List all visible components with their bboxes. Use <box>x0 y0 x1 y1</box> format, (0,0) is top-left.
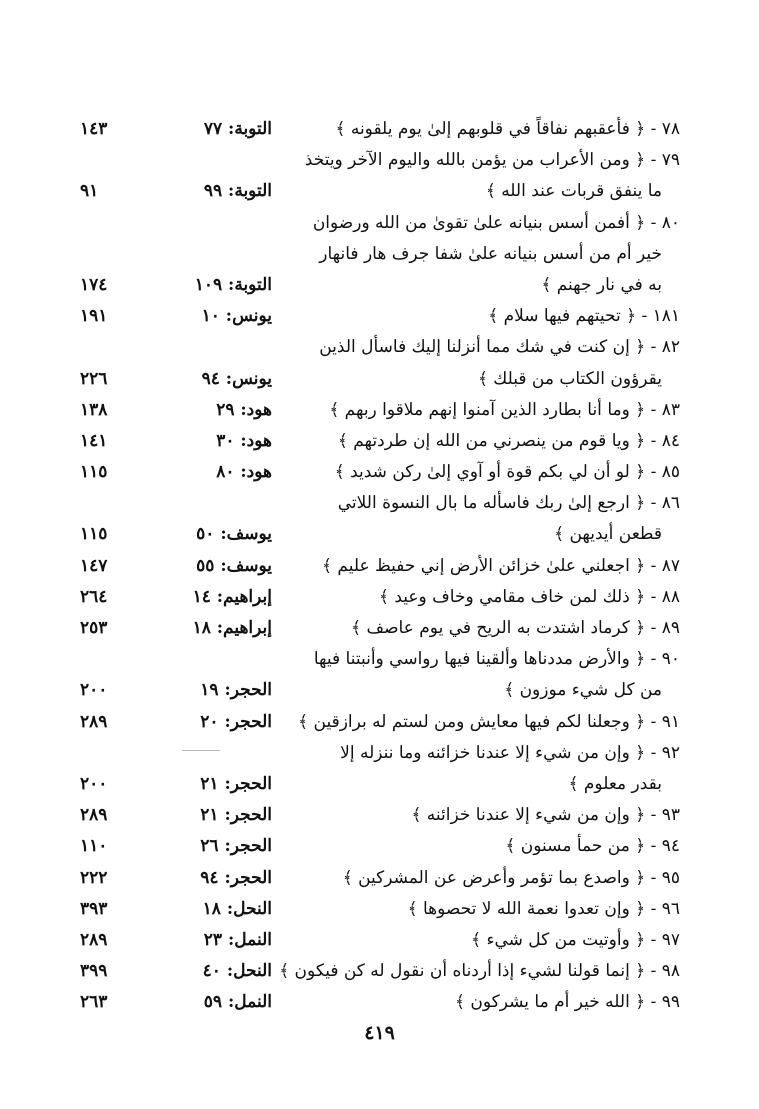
surah-reference: هود: ٨٠ <box>216 462 272 483</box>
index-row <box>80 613 680 644</box>
verse-text: ٨٦ - ﴿ ارجع إلىٰ ربك فاسأله ما بال النسوة اللاتي <box>337 493 680 514</box>
page-reference: ٢٨٩ <box>80 929 108 950</box>
surah-reference: الحجر: ٢٠ <box>200 711 272 732</box>
verse-text: بقدر معلوم ﴾ <box>568 773 662 794</box>
page-reference: ١١٥ <box>80 524 108 545</box>
page-reference: ٢٥٣ <box>80 618 108 638</box>
surah-reference: إبراهيم: ١٤ <box>192 586 272 607</box>
verse-text: ٩٣ - ﴿ وإن من شيء إلا عندنا خزائنه ﴾ <box>411 805 680 826</box>
surah-reference: يوسف: ٥٠ <box>196 524 272 545</box>
index-row <box>80 364 680 395</box>
page-reference: ٢٠٠ <box>80 680 108 701</box>
surah-reference: هود: ٣٠ <box>216 430 272 451</box>
page-reference: ٣٩٩ <box>80 961 108 982</box>
verse-text: ٨٥ - ﴿ لو أن لي بكم قوة أو آوي إلىٰ ركن شديد ﴾ <box>334 462 680 483</box>
verse-index-table <box>80 114 680 1018</box>
page-number: ٤١٩ <box>364 1022 395 1044</box>
page-reference: ٢٢٢ <box>80 867 108 888</box>
index-row <box>80 956 680 987</box>
verse-text: به في نار جهنم ﴾ <box>541 274 662 295</box>
verse-text: من كل شيء موزون ﴾ <box>504 680 662 701</box>
verse-text: ١٨١ - ﴿ تحيتهم فيها سلام ﴾ <box>488 306 680 327</box>
index-row <box>80 738 680 769</box>
verse-text: ٩٩ - ﴿ الله خير أم ما يشركون ﴾ <box>455 992 680 1013</box>
index-row <box>80 457 680 488</box>
page-reference: ١٤٧ <box>80 555 108 576</box>
page-reference: ١٣٨ <box>80 399 108 420</box>
verse-text: ٩٠ - ﴿ والأرض مددناها وألقينا فيها رواسي وأنبتنا فيها <box>313 649 680 670</box>
page-reference: ٢٠٠ <box>80 773 108 794</box>
verse-text: ٨٣ - ﴿ وما أنا بطارد الذين آمنوا إنهم ملاقوا ربهم ﴾ <box>329 399 680 420</box>
surah-reference: النحل: ١٨ <box>202 898 272 919</box>
surah-reference: النمل: ٥٩ <box>203 992 272 1013</box>
surah-reference: إبراهيم: ١٨ <box>192 618 272 638</box>
page-reference: ٢٢٦ <box>80 368 108 389</box>
index-row <box>80 519 680 550</box>
verse-text: ٩٨ - ﴿ إنما قولنا لشيء إذا أردناه أن نقول له كن فيكون ﴾ <box>279 961 680 982</box>
stray-mark <box>182 750 220 751</box>
surah-reference: الحجر: ٢١ <box>200 773 272 794</box>
verse-text: قطعن أيديهن ﴾ <box>554 524 662 545</box>
surah-reference: يونس: ٩٤ <box>201 368 272 389</box>
verse-text: ٩٧ - ﴿ وأوتيت من كل شيء ﴾ <box>471 929 680 950</box>
surah-reference: يونس: ١٠ <box>201 306 272 327</box>
index-row <box>80 395 680 426</box>
surah-reference: هود: ٢٩ <box>216 399 272 420</box>
index-row <box>80 987 680 1018</box>
page-reference: ٢٦٣ <box>80 992 108 1013</box>
verse-text: ما ينفق قربات عند الله ﴾ <box>485 181 662 202</box>
surah-reference: التوبة: ٩٩ <box>203 181 272 202</box>
page-reference: ٢٦٤ <box>80 586 108 607</box>
surah-reference: الحجر: ١٩ <box>200 680 272 701</box>
verse-text: ٩٦ - ﴿ وإن تعدوا نعمة الله لا تحصوها ﴾ <box>407 898 680 919</box>
verse-text: خير أم من أسس بنيانه علىٰ شفا جرف هار فانهار <box>319 243 662 264</box>
index-row <box>80 863 680 894</box>
verse-text: ٩١ - ﴿ وجعلنا لكم فيها معايش ومن لستم له برازقين ﴾ <box>298 711 680 732</box>
index-row <box>80 800 680 831</box>
index-row <box>80 925 680 956</box>
page-reference: ١١٠ <box>80 836 108 857</box>
verse-text: ٨٨ - ﴿ ذلك لمن خاف مقامي وخاف وعيد ﴾ <box>379 586 680 607</box>
verse-text: يقرؤون الكتاب من قبلك ﴾ <box>477 368 662 389</box>
verse-text: ٨٤ - ﴿ ويا قوم من ينصرني من الله إن طردتهم ﴾ <box>337 430 680 451</box>
page-reference: ١٩١ <box>80 306 108 327</box>
verse-text: ٨٠ - ﴿ أفمن أسس بنيانه علىٰ تقوىٰ من الله ورضوان <box>312 212 680 233</box>
verse-text: ٩٥ - ﴿ واصدع بما تؤمر وأعرض عن المشركين ﴾ <box>342 867 680 888</box>
index-row <box>80 707 680 738</box>
verse-text: ٩٢ - ﴿ وإن من شيء إلا عندنا خزائنه وما ننزله إلا <box>340 742 680 763</box>
index-row <box>80 894 680 925</box>
surah-reference: النمل: ٢٣ <box>203 929 272 950</box>
verse-text: ٧٨ - ﴿ فأعقبهم نفاقاً في قلوبهم إلىٰ يوم يلقونه ﴾ <box>335 119 680 139</box>
surah-reference: النحل: ٤٠ <box>202 961 272 982</box>
page-reference: ٩١ <box>80 181 99 202</box>
surah-reference: الحجر: ٩٤ <box>200 867 272 888</box>
page-reference: ٣٩٣ <box>80 898 108 919</box>
verse-text: ٩٤ - ﴿ من حمأ مسنون ﴾ <box>505 836 680 857</box>
index-row <box>80 332 680 363</box>
surah-reference: التوبة: ٧٧ <box>203 119 272 139</box>
verse-text: ٧٩ - ﴿ ومن الأعراب من يؤمن بالله واليوم الآخر ويتخذ <box>304 150 680 171</box>
index-row <box>80 675 680 706</box>
surah-reference: الحجر: ٢٦ <box>200 836 272 857</box>
surah-reference: يوسف: ٥٥ <box>196 555 272 576</box>
surah-reference: التوبة: ١٠٩ <box>194 274 272 295</box>
page-reference: ١١٥ <box>80 462 108 483</box>
verse-text: ٨٩ - ﴿ كرماد اشتدت به الريح في يوم عاصف ﴾ <box>351 618 680 638</box>
page-reference: ١٧٤ <box>80 274 108 295</box>
index-row <box>80 301 680 332</box>
index-row <box>80 176 680 207</box>
index-row <box>80 551 680 582</box>
index-row <box>80 426 680 457</box>
page-reference: ٢٨٩ <box>80 711 108 732</box>
index-row <box>80 644 680 675</box>
verse-text: ٨٢ - ﴿ إن كنت في شك مما أنزلنا إليك فاسأل الذين <box>319 337 680 358</box>
index-row <box>80 114 680 145</box>
index-row <box>80 270 680 301</box>
index-row <box>80 208 680 239</box>
index-row <box>80 769 680 800</box>
page-reference: ١٤٣ <box>80 119 108 139</box>
verse-text: ٨٧ - ﴿ اجعلني علىٰ خزائن الأرض إني حفيظ عليم ﴾ <box>322 555 680 576</box>
index-row <box>80 831 680 862</box>
page-reference: ٢٨٩ <box>80 805 108 826</box>
index-row <box>80 488 680 519</box>
surah-reference: الحجر: ٢١ <box>200 805 272 826</box>
index-row <box>80 239 680 270</box>
page-reference: ١٤١ <box>80 430 108 451</box>
index-row <box>80 582 680 613</box>
index-row <box>80 145 680 176</box>
